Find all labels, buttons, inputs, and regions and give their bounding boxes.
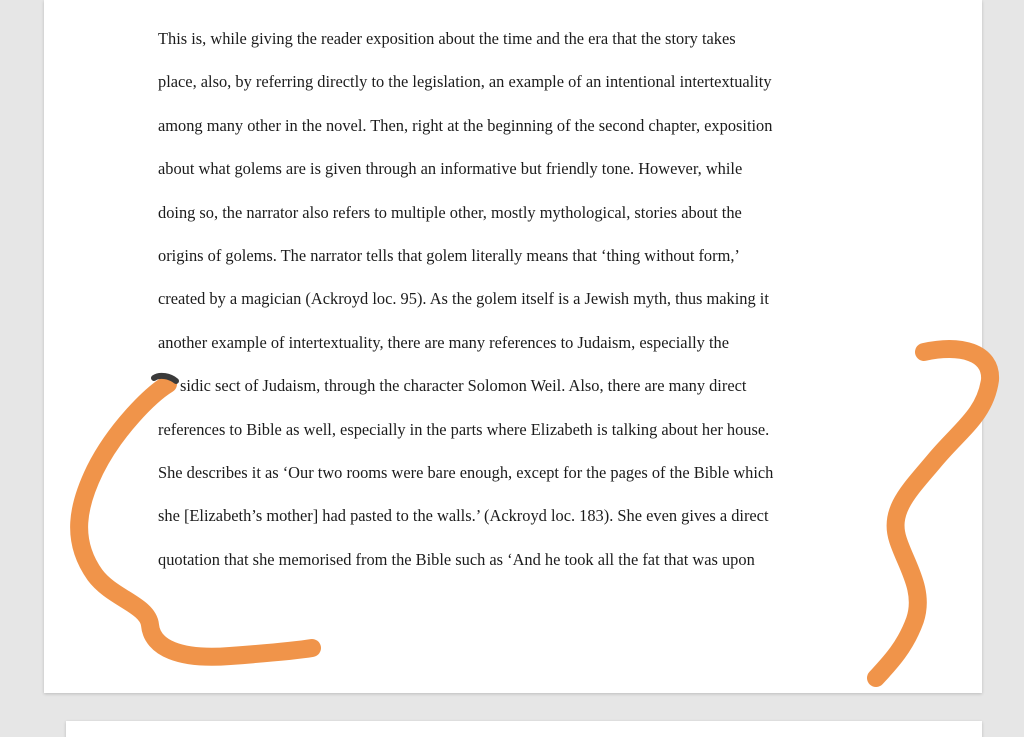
body-text [158,24,918,588]
text-line: sidic sect of Judaism, through the character Solomon Weil. Also, there are many direct [180,376,747,396]
text-line: doing so, the narrator also refers to multiple other, mostly mythological, stories about the [158,202,742,222]
text-line: she [Elizabeth’s mother] had pasted to the walls.’ (Ackroyd loc. 183). She even gives a direct [158,506,769,526]
text-line: This is, while giving the reader exposition about the time and the era that the story takes [158,29,736,48]
text-line: She describes it as ‘Our two rooms were bare enough, except for the pages of the Bible which [158,462,774,482]
text-line: origins of golems. The narrator tells that golem literally means that ‘thing without form,’ [158,245,740,265]
next-page [66,721,982,737]
text-line: among many other in the novel. Then, right at the beginning of the second chapter, exposition [158,115,773,135]
text-line: another example of intertextuality, there are many references to Judaism, especially the [158,332,729,352]
text-line: quotation that she memorised from the Bible such as ‘And he took all the fat that was upon [158,549,755,569]
text-line: references to Bible as well, especially in the parts where Elizabeth is talking about her house. [158,419,770,439]
document-page [44,0,982,693]
text-line: about what golems are is given through an informative but friendly tone. However, while [158,159,743,179]
text-line: created by a magician (Ackroyd loc. 95). As the golem itself is a Jewish myth, thus making it [158,289,769,309]
text-line: place, also, by referring directly to the legislation, an example of an intentional intertextuality [158,72,772,92]
